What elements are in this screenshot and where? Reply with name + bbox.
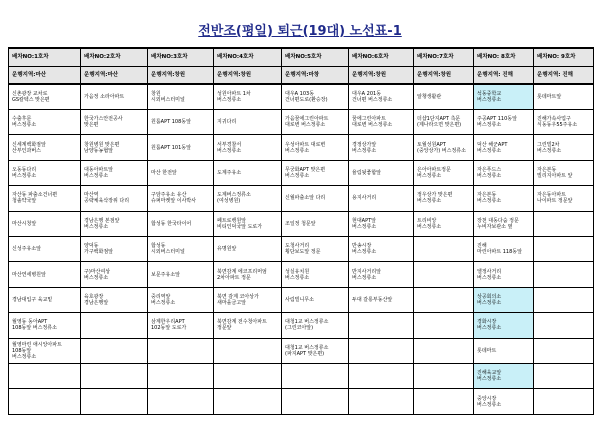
vehicle-header: 배차NO: 9호차 [534,48,594,66]
stop-cell [414,389,474,415]
stop-cell: 지귀다리 [214,110,282,135]
stop-cell: 정우상가 맞은편 버스정류소 [414,186,474,211]
stop-cell: 자산동 파출소건너편 청솔약국앞 [9,186,81,211]
stop-cell: 신월파출소앞 다리 [282,186,349,211]
stop-cell: 북면감계 에코프리머엄 2차아파트 정문 [214,262,282,287]
stop-cell: 경정상가앞 버스정류소 [349,135,414,160]
stop-cell: 경남대입구 육교밑 [9,287,81,312]
stop-cell [414,338,474,363]
stop-cell: 자은동아파트 나이파트 정문앞 [534,186,594,211]
region-header: 운행지역:창원 [148,66,214,84]
stop-cell [148,389,214,415]
stop-cell: 도계버스정류소 (여성병원) [214,186,282,211]
stop-cell [282,364,349,389]
stop-cell: 신세계백화점앞 산부인과버스 [9,135,81,160]
stop-cell: 경화시장 버스정류소 [474,313,534,338]
stop-cell: 롯데마트 [474,338,534,363]
stop-cell: 보문주유소앞 [148,262,214,287]
stop-cell: 수출후문 버스정류소 [9,110,81,135]
stop-cell: 중리역앞 버스정류소 [148,287,214,312]
stop-cell [534,237,594,262]
stop-cell [534,364,594,389]
route-table [8,47,594,415]
stop-cell: 창원 시외버스터미널 [148,84,214,109]
stop-cell: 덕산 해군APT 버스정류소 [474,135,534,160]
stop-cell: 진해육교앞 버스정류소 [474,364,534,389]
vehicle-header: 배차NO:2호차 [81,48,148,66]
stop-cell: 구)마산여상 버스정류소 [81,262,148,287]
stop-cell: 중앙시장 버스정류소 [474,389,534,415]
stop-cell: 대청1교 버스정류소 (그린코아앞) [282,313,349,338]
stop-cell: 육호광장 경남은행앞 [81,287,148,312]
region-header: 운행지역: 진해 [474,66,534,84]
region-header: 운행지역:마창 [282,66,349,84]
stop-cell: 그린빌2차 버스정류소 [534,135,594,160]
stop-cell [414,237,474,262]
stop-cell: 도청사거리 횡단보도앞 정문 [282,237,349,262]
stop-cell: 합성동 한국타이어 [148,211,214,236]
stop-cell: 자은푸드스 버스정류소 [474,160,534,185]
stop-cell [214,364,282,389]
vehicle-header: 배차NO:3호차 [148,48,214,66]
stop-cell: 롯데마트앞 [534,84,594,109]
page-title: 전반조(평일) 퇴근(19대) 노선표-1 [198,24,402,39]
page-title-wrap [0,20,600,39]
region-header: 운행지역:창원 [214,66,282,84]
stop-cell: 원룸APT 101동앞 [148,135,214,160]
stop-cell: 대청1교 버스정류소 (파지APT 맞은편) [282,338,349,363]
stop-cell: 토월성원APT (중앙상가) 버스정류소 [414,135,474,160]
stop-cell: 반지사거리앞 버스정류소 [349,262,414,287]
stop-cell [414,313,474,338]
stop-cell: 창원병원 맞은편 남양동농협앞 [81,135,148,160]
stop-cell: 주공APT 110동앞 버스정류소 [474,110,534,135]
region-header: 운행지역:마산 [81,66,148,84]
stop-cell: 월영마린 애시앙아파트 108동앞 버스정류소 [9,338,81,363]
vehicle-header: 배차NO: 8호차 [474,48,534,66]
stop-cell: 페트로뱅원앞 비티인덕국앞 도로가 [214,211,282,236]
stop-cell: 오동동다리 버스정류소 [9,160,81,185]
stop-cell: 자은본동 버스정류소 [474,186,534,211]
stop-cell: 구암주유소 유산 슈퍼마켓앞 이사박사 [148,186,214,211]
stop-cell: 두대 갈롱부동산앞 [349,287,414,312]
stop-cell [214,389,282,415]
stop-cell [534,211,594,236]
vehicle-header: 배차NO:5호차 [282,48,349,66]
stop-cell: 북면 감계 코아상가 새마을금고앞 [214,287,282,312]
stop-cell: 신성주유소앞 [9,237,81,262]
stop-cell: 알챙생활관 [414,84,474,109]
stop-cell: 양덕동 가구백화점앞 [81,237,148,262]
stop-cell [9,389,81,415]
stop-cell [282,389,349,415]
stop-cell: 마산 한전앞 [148,160,214,185]
stop-cell [81,338,148,363]
stop-cell: 가음꿈에그린아파트 대로변 버스정류소 [282,110,349,135]
stop-cell: 반송시장 버스정류소 [349,237,414,262]
stop-cell [349,313,414,338]
region-header: 운행지역:창원 [349,66,414,84]
stop-cell [148,364,214,389]
stop-cell: 대동아파트앞 버스정류소 [81,160,148,185]
vehicle-header: 배차NO:4호차 [214,48,282,66]
region-header: 운행지역:창원 [414,66,474,84]
stop-cell: 합성동 시외버스터미널 [148,237,214,262]
stop-cell: 유명원앞 [214,237,282,262]
stop-cell: 조일정 청문앞 [282,211,349,236]
stop-cell [534,389,594,415]
stop-cell: 마산역 공략체육삭장위 다리 [81,186,148,211]
stop-cell [81,313,148,338]
stop-cell: 더샵1단지APT 측문 (제나라으면 맞은편) [414,110,474,135]
vehicle-header: 배차NO:6호차 [349,48,414,66]
stop-cell: 성실유치원 버스정류소 [282,262,349,287]
stop-cell: 꿈에그린아파트 대로변 버스정류소 [349,110,414,135]
stop-cell [349,364,414,389]
stop-cell [534,338,594,363]
stop-cell [414,287,474,312]
stop-cell: 서부경찰서 버스정류소 [214,135,282,160]
stop-cell [534,287,594,312]
stop-cell: 도계주유소 [214,160,282,185]
stop-cell [148,338,214,363]
stop-cell: 무궁화APT 맞은편 버스정류소 [282,160,349,185]
stop-cell [534,313,594,338]
stop-cell: 상공회의소 버스정류소 [474,287,534,312]
stop-cell: 용지사거리 [349,186,414,211]
stop-cell [81,364,148,389]
stop-cell: 경남은행 본점앞 버스정류소 [81,211,148,236]
stop-cell: 신촌광장 교차로 GS칼텍스 맞은편 [9,84,81,109]
stop-cell: 마산연세병원앞 [9,262,81,287]
stop-cell [414,364,474,389]
stop-cell: 트리비앙 버스정류소 [414,211,474,236]
region-header: 운행지역:마산 [9,66,81,84]
stop-cell: 은아아파트정문 버스정류소 [414,160,474,185]
stop-cell: 원룸APT 108동앞 [148,110,214,135]
stop-cell: 현대APT앞 버스정류소 [349,211,414,236]
vehicle-header: 배차NO:1호차 [9,48,81,66]
stop-cell: 대우A 201동 건너편 버스정류소 [349,84,414,109]
stop-cell: 우성아파트 대로변 버스정류소 [282,135,349,160]
stop-cell [534,262,594,287]
stop-cell [414,262,474,287]
stop-cell: 자은본동 빌리지아파트 앞 [534,160,594,185]
stop-cell: 엘정사거리 버스정류소 [474,262,534,287]
stop-cell: 율림뒷좋합앞 [349,160,414,185]
stop-cell: 진해가속사업구 식동동우55주유소 [534,110,594,135]
vehicle-header: 배차NO:7호차 [414,48,474,66]
stop-cell: 장천 대동다숨 정문 누비자보관소 옆 [474,211,534,236]
stop-cell [81,389,148,415]
stop-cell: 가음정 소라아파트 [81,84,148,109]
stop-cell [9,364,81,389]
stop-cell: 북면감계 전수청아파트 정문앞 [214,313,282,338]
stop-cell: 마산시청앞 [9,211,81,236]
stop-cell: 삼계한우리APT 102동앞 도로가 [148,313,214,338]
stop-cell: 월영동 동아APT 108동앞 버스정류소 [9,313,81,338]
stop-cell: 성원아파트 1차 버스정류소 [214,84,282,109]
stop-cell: 석동중학교 버스정류소 [474,84,534,109]
stop-cell: 대우A 103동 건너편도로(환승장) [282,84,349,109]
region-header: 운행지역: 진해 [534,66,594,84]
stop-cell: 진해 마린아파트 118동앞 [474,237,534,262]
stop-cell [349,389,414,415]
stop-cell: 사림빌니무소 [282,287,349,312]
stop-cell [214,338,282,363]
stop-cell [349,338,414,363]
stop-cell: 한국가스안전공사 맞은편 [81,110,148,135]
